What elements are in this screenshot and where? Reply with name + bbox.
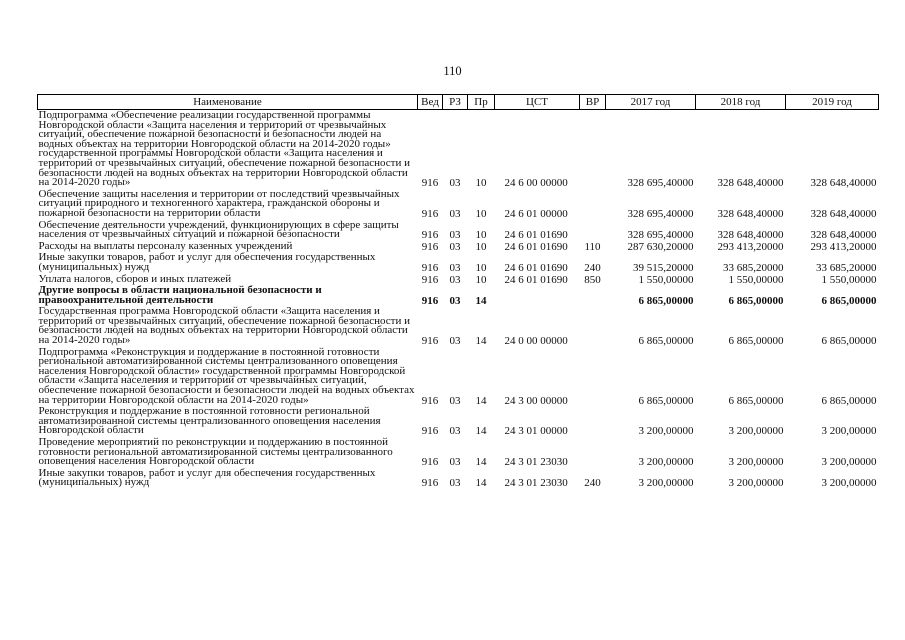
header-2019: 2019 год <box>786 95 879 110</box>
cell-ved: 916 <box>421 477 439 490</box>
cell-vr: 240 <box>584 261 601 274</box>
cell-2017: 3 200,00000 <box>638 456 694 469</box>
cell-rz: 03 <box>449 335 461 348</box>
cell-pr: 14 <box>475 335 487 348</box>
cell-2017: 328 695,40000 <box>627 229 694 242</box>
table-row <box>38 110 879 189</box>
cell-2018: 6 865,00000 <box>728 394 784 407</box>
cell-pr: 10 <box>475 273 487 286</box>
budget-table <box>37 94 879 489</box>
table-row <box>38 437 879 468</box>
cell-2017: 3 200,00000 <box>638 477 694 490</box>
cell-cst: 24 6 00 00000 <box>504 177 568 190</box>
cell-ved: 916 <box>421 207 439 220</box>
cell-ved: 916 <box>421 294 439 307</box>
header-vr: ВР <box>580 95 606 110</box>
cell-vr <box>580 406 606 437</box>
cell-pr: 14 <box>475 477 487 490</box>
cell-name: Иные закупки товаров, работ и услуг для обеспечения государственных (муниципальных) нужд <box>38 251 376 273</box>
cell-vr <box>580 189 606 220</box>
cell-pr: 10 <box>475 240 487 253</box>
cell-cst: 24 6 01 00000 <box>504 207 568 220</box>
cell-vr: 850 <box>584 273 601 286</box>
cell-name: Реконструкция и поддержание в постоянной готовности региональной автоматизированной системы централизованного оповещения населения Новгородской области <box>38 405 381 437</box>
cell-2019: 328 648,40000 <box>810 229 877 242</box>
cell-cst: 24 0 00 00000 <box>504 335 568 348</box>
cell-2018: 3 200,00000 <box>728 425 784 438</box>
header-ved: Вед <box>418 95 443 110</box>
cell-2017: 6 865,00000 <box>638 335 694 348</box>
cell-cst: 24 3 01 23030 <box>504 477 568 490</box>
cell-rz: 03 <box>449 294 461 307</box>
cell-name: Подпрограмма «Реконструкция и поддержание в постоянной готовности региональной автоматизированной системы централизованного оповещения населения Новгородской области» государственной программы Новгородской области «Защита населения и территорий от чрезвычайных ситуаций, обеспечение пожарной безопасности и безопасности людей на водных объектах на территории Новгородской области на 2014-2020 годы» <box>38 345 415 406</box>
table-row <box>38 189 879 220</box>
table-row <box>38 347 879 407</box>
table-row <box>38 285 879 306</box>
cell-cst: 24 6 01 01690 <box>504 240 568 253</box>
cell-2017: 1 550,00000 <box>638 273 694 286</box>
cell-pr: 14 <box>475 394 487 407</box>
table-row <box>38 252 879 273</box>
cell-name: Обеспечение деятельности учреждений, функционирующих в сфере защиты населения от чрезвычайных ситуаций и пожарной безопасности <box>38 218 399 241</box>
cell-name: Проведение мероприятий по реконструкции и поддержанию в постоянной готовности региональной автоматизированной системы централизованного оповещения населения Новгородской области <box>38 436 393 468</box>
cell-vr <box>580 220 606 241</box>
cell-vr <box>580 285 606 306</box>
cell-ved: 916 <box>421 456 439 469</box>
cell-ved: 916 <box>421 425 439 438</box>
cell-cst: 24 6 01 01690 <box>504 261 568 274</box>
cell-rz: 03 <box>449 394 461 407</box>
cell-2019: 33 685,20000 <box>816 261 877 274</box>
cell-2019: 293 413,20000 <box>810 240 877 253</box>
cell-ved: 916 <box>421 229 439 242</box>
cell-2018: 328 648,40000 <box>717 177 784 190</box>
cell-2018: 6 865,00000 <box>728 335 784 348</box>
table-row <box>38 220 879 241</box>
cell-pr: 14 <box>475 425 487 438</box>
cell-pr: 14 <box>475 456 487 469</box>
header-cst: ЦСТ <box>495 95 580 110</box>
cell-2019: 1 550,00000 <box>821 273 877 286</box>
cell-rz: 03 <box>449 261 461 274</box>
cell-2017: 6 865,00000 <box>638 294 694 307</box>
cell-rz: 03 <box>449 229 461 242</box>
page-number: 110 <box>443 64 462 78</box>
cell-rz: 03 <box>449 456 461 469</box>
cell-2019: 6 865,00000 <box>821 294 877 307</box>
header-2018: 2018 год <box>696 95 786 110</box>
cell-name: Другие вопросы в области национальной безопасности и правоохранительной деятельности <box>38 284 322 306</box>
cell-2017: 328 695,40000 <box>627 177 694 190</box>
cell-2019: 3 200,00000 <box>821 477 877 490</box>
cell-rz: 03 <box>449 177 461 190</box>
cell-ved: 916 <box>421 240 439 253</box>
cell-vr <box>580 347 606 407</box>
cell-ved: 916 <box>421 261 439 274</box>
cell-2018: 1 550,00000 <box>728 273 784 286</box>
table-row <box>38 406 879 437</box>
cell-2019: 6 865,00000 <box>821 335 877 348</box>
cell-vr <box>580 110 606 189</box>
cell-rz: 03 <box>449 477 461 490</box>
cell-cst <box>495 285 580 306</box>
cell-name: Уплата налогов, сборов и иных платежей <box>38 272 232 285</box>
cell-2017: 328 695,40000 <box>627 207 694 220</box>
cell-vr: 240 <box>584 477 601 490</box>
table-row <box>38 306 879 346</box>
cell-2017: 6 865,00000 <box>638 394 694 407</box>
cell-rz: 03 <box>449 240 461 253</box>
cell-2018: 3 200,00000 <box>728 477 784 490</box>
header-name: Наименование <box>38 95 418 110</box>
cell-name: Государственная программа Новгородской области «Защита населения и территорий от чрезвычайных ситуаций, обеспечение пожарной безопасности и безопасности людей на водных объектах на территории Новгородской области на 2014-2020 годы» <box>38 305 411 347</box>
cell-2018: 328 648,40000 <box>717 207 784 220</box>
cell-2018: 6 865,00000 <box>728 294 784 307</box>
cell-2018: 3 200,00000 <box>728 456 784 469</box>
cell-cst: 24 3 01 00000 <box>504 425 568 438</box>
cell-pr: 14 <box>475 294 487 307</box>
header-rz: РЗ <box>443 95 468 110</box>
cell-2017: 39 515,20000 <box>633 261 694 274</box>
cell-cst: 24 3 01 23030 <box>504 456 568 469</box>
cell-rz: 03 <box>449 273 461 286</box>
cell-rz: 03 <box>449 207 461 220</box>
cell-pr: 10 <box>475 177 487 190</box>
cell-pr: 10 <box>475 229 487 242</box>
cell-name: Расходы на выплаты персоналу казенных учреждений <box>38 239 293 252</box>
cell-cst: 24 6 01 01690 <box>504 273 568 286</box>
cell-ved: 916 <box>421 335 439 348</box>
cell-vr <box>580 306 606 346</box>
cell-2019: 3 200,00000 <box>821 425 877 438</box>
table-header-row <box>38 95 879 110</box>
cell-cst: 24 3 00 00000 <box>504 394 568 407</box>
cell-cst: 24 6 01 01690 <box>504 229 568 242</box>
cell-name: Иные закупки товаров, работ и услуг для обеспечения государственных (муниципальных) нужд <box>38 466 376 489</box>
cell-2019: 6 865,00000 <box>821 394 877 407</box>
cell-ved: 916 <box>421 394 439 407</box>
cell-ved: 916 <box>421 273 439 286</box>
cell-2018: 328 648,40000 <box>717 229 784 242</box>
cell-2017: 287 630,20000 <box>627 240 694 253</box>
cell-pr: 10 <box>475 207 487 220</box>
cell-2019: 328 648,40000 <box>810 207 877 220</box>
cell-2019: 328 648,40000 <box>810 177 877 190</box>
cell-2018: 293 413,20000 <box>717 240 784 253</box>
cell-2019: 3 200,00000 <box>821 456 877 469</box>
cell-pr: 10 <box>475 261 487 274</box>
header-2017: 2017 год <box>606 95 696 110</box>
table-row <box>38 468 879 489</box>
cell-2017: 3 200,00000 <box>638 425 694 438</box>
cell-vr: 110 <box>584 240 601 253</box>
cell-name: Подпрограмма «Обеспечение реализации государственной программы Новгородской области «Защита населения и территорий от чрезвычайных ситуаций, обеспечение пожарной безопасности и безопасности людей на водных объектах на территории Новгородской области на 2014-2020 годы» государственной программы Новгородской области «Защита населения и территорий от чрезвычайных ситуаций, обеспечение пожарной безопасности и безопасности людей на водных объектах на территории Новгородской области на 2014-2020 годы» <box>38 109 411 189</box>
cell-2018: 33 685,20000 <box>723 261 784 274</box>
cell-name: Обеспечение защиты населения и территории от последствий чрезвычайных ситуаций природного и техногенного характера, гражданской обороны и пожарной безопасности на территории области <box>38 187 400 219</box>
cell-ved: 916 <box>421 177 439 190</box>
cell-vr <box>580 437 606 468</box>
cell-rz: 03 <box>449 425 461 438</box>
header-pr: Пр <box>468 95 495 110</box>
